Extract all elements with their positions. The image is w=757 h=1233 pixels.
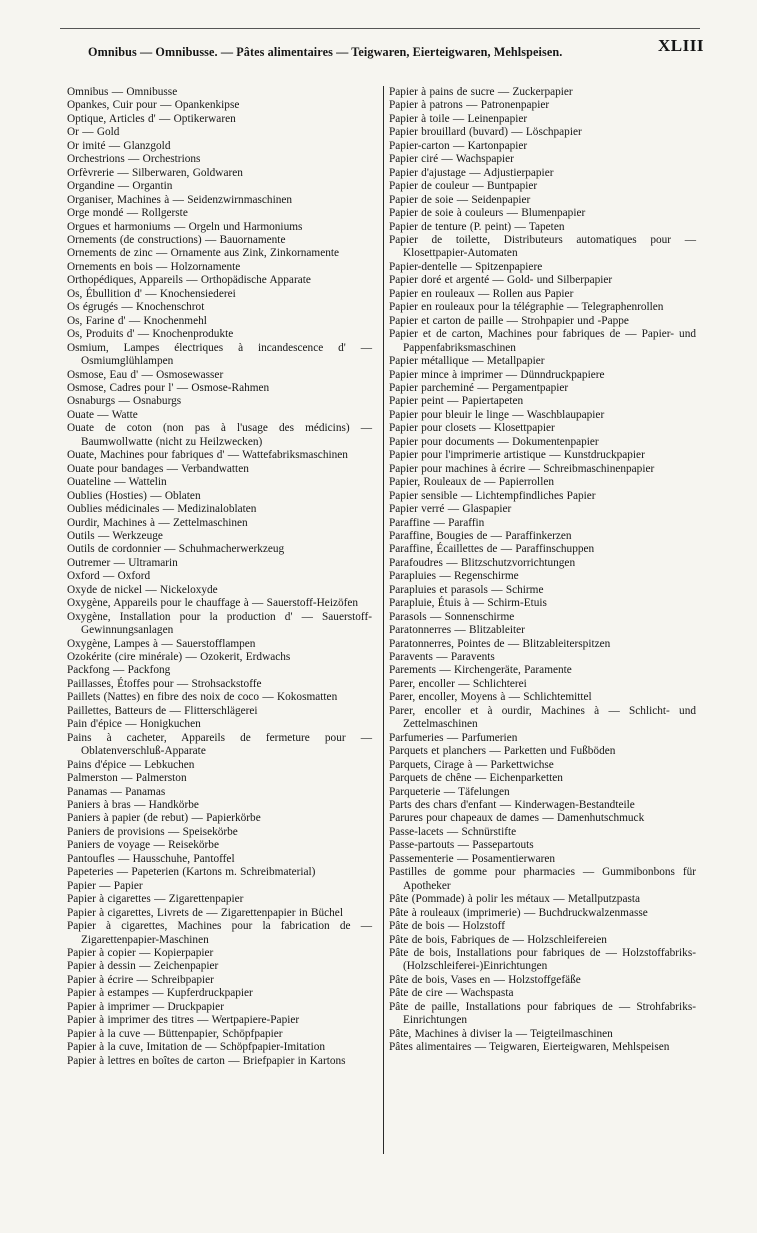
index-entry: Papier pour bleuir le linge — Waschblaupapier: [389, 408, 605, 421]
index-entry: Papier en rouleaux pour la télégraphie — Telegraphenrollen: [389, 301, 664, 314]
index-entry: Papier à lettres en boîtes de carton — Briefpapier in Kartons: [67, 1054, 346, 1067]
index-entry: Ouate, Machines pour fabriques d' — Wattefabriksmaschinen: [67, 449, 348, 462]
index-entry: Packfong — Packfong: [67, 664, 171, 677]
index-entry: Os égrugés — Knochenschrot: [67, 301, 205, 314]
index-entry: Outremer — Ultramarin: [67, 556, 178, 569]
index-entry: Papier à estampes — Kupferdruckpapier: [67, 987, 253, 1000]
index-entry: Papier à cigarettes, Machines pour la fabrication de — Zigarettenpapier-Maschinen: [67, 920, 372, 946]
index-entry: Paillasses, Étoffes pour — Strohsackstoffe: [67, 677, 262, 690]
index-entry: Or imité — Glanzgold: [67, 139, 171, 152]
index-entry: Pâte de paille, Installations pour fabriques de — Strohfabriks-Einrichtungen: [389, 1000, 696, 1027]
index-entry: Parapluies et parasols — Schirme: [389, 583, 544, 596]
index-entry: Oublies médicinales — Medizinaloblaten: [67, 503, 257, 516]
index-entry: Panamas — Panamas: [67, 785, 166, 798]
left-column: [67, 86, 372, 1068]
index-entry: Papier métallique — Metallpapier: [389, 355, 545, 368]
index-entry: Paratonnerres — Blitzableiter: [389, 624, 525, 637]
index-entry: Pastilles de gomme pour pharmacies — Gummibonbons für Apotheker: [389, 866, 696, 892]
index-entry: Os, Ébullition d' — Knochensiederei: [67, 287, 236, 300]
index-entry: Oxygène, Installation pour la production d' — Sauerstoff-Gewinnungsanlagen: [67, 610, 372, 637]
index-entry: Pâte de bois, Vases en — Holzstoffgefäße: [389, 973, 581, 986]
index-entry: Pâte de bois — Holzstoff: [389, 920, 506, 933]
index-entry: Paraffine, Écaillettes de — Paraffinschuppen: [389, 543, 595, 556]
index-entry: Outils — Werkzeuge: [67, 529, 163, 542]
index-entry: Osmose, Eau d' — Osmosewasser: [67, 368, 224, 381]
index-entry: Organdine — Organtin: [67, 180, 173, 193]
index-entry: Osnaburgs — Osnaburgs: [67, 395, 182, 408]
index-entry: Papier de couleur — Buntpapier: [389, 180, 538, 193]
index-entry: Paniers à papier (de rebut) — Papierkörbe: [67, 812, 261, 825]
index-entry: Papier-carton — Kartonpapier: [389, 139, 528, 152]
index-entry: Papeteries — Papeterien (Kartons m. Schreibmaterial): [67, 866, 316, 879]
index-entry: Omnibus — Omnibusse: [67, 86, 178, 98]
index-entry: Opankes, Cuir pour — Opankenkipse: [67, 99, 240, 112]
index-entry: Pâtes alimentaires — Teigwaren, Eierteigwaren, Mehlspeisen: [389, 1041, 670, 1054]
index-entry: Pâte, Machines à diviser la — Teigteilmaschinen: [389, 1027, 613, 1040]
index-entry: Passe-partouts — Passepartouts: [389, 839, 534, 852]
index-entry: Paraffine, Bougies de — Paraffinkerzen: [389, 529, 572, 542]
index-entry: Papier à patrons — Patronenpapier: [389, 99, 550, 112]
index-entry: Ourdir, Machines à — Zettelmaschinen: [67, 516, 248, 529]
index-entry: Parfumeries — Parfumerien: [389, 731, 518, 744]
index-entry: Papier en rouleaux — Rollen aus Papier: [389, 287, 574, 300]
index-entry: Papier mince à imprimer — Dünndruckpapiere: [389, 368, 605, 381]
index-entry: Ornements en bois — Holzornamente: [67, 260, 241, 273]
index-entry: Organiser, Machines à — Seidenzwirnmaschinen: [67, 193, 293, 206]
index-entry: Osmium, Lampes électriques à incandescence d' — Osmiumglühlampen: [67, 341, 372, 368]
index-entry: Orthopédiques, Appareils — Orthopädische Apparate: [67, 274, 311, 287]
index-entry: Paillets (Nattes) en fibre des noix de coco — Kokosmatten: [67, 691, 338, 704]
index-entry: Papier pour closets — Klosettpapier: [389, 422, 555, 435]
header-rule: [60, 28, 700, 29]
index-entry: Pains d'épice — Lebkuchen: [67, 758, 195, 771]
index-entry: Parts des chars d'enfant — Kinderwagen-Bestandteile: [389, 799, 635, 812]
index-entry: Papier sensible — Lichtempfindliches Papier: [389, 489, 596, 502]
index-entry: Parasols — Sonnenschirme: [389, 610, 515, 623]
index-entry: Ouate — Watte: [67, 408, 138, 421]
index-entry: Papier peint — Papiertapeten: [389, 395, 524, 408]
index-entry: Oxygène, Appareils pour le chauffage à — Sauerstoff-Heizöfen: [67, 597, 359, 610]
index-entry: Outils de cordonnier — Schuhmacherwerkzeug: [67, 543, 285, 556]
index-entry: Pâte de bois, Installations pour fabriques de — Holzstoffabriks-(Holzschleiferei-)Einrichtungen: [389, 947, 696, 973]
index-entry: Papier brouillard (buvard) — Löschpapier: [389, 126, 582, 139]
index-entry: Pâte de bois, Fabriques de — Holzschleifereien: [389, 933, 607, 946]
index-entry: Ouate pour bandages — Verbandwatten: [67, 462, 249, 475]
page-number: XLIII: [658, 36, 704, 55]
index-entry: Paratonnerres, Pointes de — Blitzableiterspitzen: [389, 637, 611, 650]
index-entry: Papier de soie à couleurs — Blumenpapier: [389, 207, 586, 220]
index-entry: Parqueterie — Täfelungen: [389, 785, 510, 798]
index-entry: Parapluie, Étuis à — Schirm-Etuis: [389, 597, 547, 610]
index-entry: Palmerston — Palmerston: [67, 772, 187, 785]
index-entry: Paillettes, Batteurs de — Flitterschlägerei: [67, 704, 258, 717]
index-entry: Pâte à rouleaux (imprimerie) — Buchdruckwalzenmasse: [389, 906, 648, 919]
index-entry: Parer, encoller, Moyens à — Schlichtemittel: [389, 691, 592, 704]
index-entry: Papier à toile — Leinenpapier: [389, 112, 528, 125]
index-entry: Parquets de chêne — Eichenparketten: [389, 772, 563, 785]
index-entry: Papier à dessin — Zeichenpapier: [67, 960, 219, 973]
index-entry: Ornements de zinc — Ornamente aus Zink, Zinkornamente: [67, 247, 340, 260]
index-entry: Papier doré et argenté — Gold- und Silberpapier: [389, 274, 613, 287]
index-entry: Papier à copier — Kopierpapier: [67, 947, 214, 959]
index-entry: Papier à la cuve — Büttenpapier, Schöpfpapier: [67, 1027, 283, 1040]
index-entry: Paniers de voyage — Reisekörbe: [67, 839, 219, 852]
index-entry: Papier ciré — Wachspapier: [389, 153, 514, 166]
index-entry: Osmose, Cadres pour l' — Osmose-Rahmen: [67, 381, 270, 394]
index-entry: Parements — Kirchengeräte, Paramente: [389, 664, 572, 677]
index-entry: Paraffine — Paraffin: [389, 516, 485, 529]
index-entry: Parafoudres — Blitzschutzvorrichtungen: [389, 556, 576, 569]
index-entry: Parures pour chapeaux de dames — Damenhutschmuck: [389, 812, 645, 825]
index-entry: Papier de soie — Seidenpapier: [389, 193, 531, 206]
index-entry: Ornements (de constructions) — Bauornamente: [67, 233, 286, 246]
index-entry: Ouateline — Wattelin: [67, 476, 167, 489]
index-entry: Papier à imprimer — Druckpapier: [67, 1000, 224, 1013]
index-entry: Pâte (Pommade) à polir les métaux — Metallputzpasta: [389, 893, 641, 906]
index-entry: Orfèvrerie — Silberwaren, Goldwaren: [67, 166, 243, 179]
index-entry: Or — Gold: [67, 126, 120, 139]
index-entry: Pantoufles — Hausschuhe, Pantoffel: [67, 852, 235, 865]
index-entry: Pain d'épice — Honigkuchen: [67, 718, 201, 731]
index-entry: Papier et carton de paille — Strohpapier und -Pappe: [389, 314, 629, 327]
index-entry: Papier pour machines à écrire — Schreibmaschinenpapier: [389, 462, 655, 475]
index-entry: Oublies (Hosties) — Oblaten: [67, 489, 201, 502]
index-entry: Parer, encoller — Schlichterei: [389, 677, 527, 690]
index-entry: Os, Produits d' — Knochenprodukte: [67, 328, 234, 341]
index-entry: Papier, Rouleaux de — Papierrollen: [389, 476, 554, 489]
index-entry: Passe-lacets — Schnürstifte: [389, 825, 517, 838]
index-entry: Papier à cigarettes — Zigarettenpapier: [67, 893, 244, 906]
index-entry: Paniers de provisions — Speisekörbe: [67, 825, 238, 838]
header-title: Omnibus — Omnibusse. — Pâtes alimentaires — Teigwaren, Eierteigwaren, Mehlspeisen.: [88, 45, 563, 59]
index-entry: Ouate de coton (non pas à l'usage des médicins) — Baumwollwatte (nicht zu Heilzwecken): [67, 422, 372, 448]
index-entry: Parquets et planchers — Parketten und Fußböden: [389, 745, 616, 758]
index-entry: Papier-dentelle — Spitzenpapiere: [389, 260, 543, 273]
index-entry: Pâte de cire — Wachspasta: [389, 987, 514, 1000]
index-entry: Papier d'ajustage — Adjustierpapier: [389, 166, 554, 179]
index-entry: Papier pour documents — Dokumentenpapier: [389, 435, 599, 448]
index-entry: Optique, Articles d' — Optikerwaren: [67, 112, 236, 125]
column-divider: [383, 86, 384, 1154]
index-entry: Oxford — Oxford: [67, 570, 151, 583]
index-entry: Papier de toilette, Distributeurs automatiques pour — Klosettpapier-Automaten: [389, 233, 696, 260]
right-column: [389, 86, 696, 1055]
index-entry: Paniers à bras — Handkörbe: [67, 799, 199, 812]
index-entry: Paravents — Paravents: [389, 651, 495, 664]
index-entry: Orgues et harmoniums — Orgeln und Harmoniums: [67, 220, 303, 233]
index-entry: Papier à cigarettes, Livrets de — Zigarettenpapier in Büchel: [67, 906, 343, 919]
index-entry: Ozokérite (cire minérale) — Ozokerit, Erdwachs: [67, 651, 291, 664]
index-entry: Parquets, Cirage à — Parkettwichse: [389, 758, 554, 771]
index-entry: Parer, encoller et à ourdir, Machines à — Schlicht- und Zettelmaschinen: [389, 704, 696, 731]
index-entry: Papier à écrire — Schreibpapier: [67, 973, 214, 986]
index-entry: Papier à imprimer des titres — Wertpapiere-Papier: [67, 1014, 300, 1027]
index-entry: Oxygène, Lampes à — Sauerstofflampen: [67, 637, 256, 650]
index-entry: Oxyde de nickel — Nickeloxyde: [67, 583, 218, 596]
index-entry: Papier — Papier: [67, 879, 143, 892]
index-entry: Orge mondé — Rollgerste: [67, 207, 188, 220]
index-entry: Papier parcheminé — Pergamentpapier: [389, 381, 569, 394]
index-entry: Pains à cacheter, Appareils de fermeture pour — Oblatenverschluß-Apparate: [67, 731, 372, 758]
index-entry: Orchestrions — Orchestrions: [67, 153, 201, 166]
index-entry: Papier et de carton, Machines pour fabriques de — Papier- und Pappenfabriksmaschinen: [389, 328, 696, 354]
index-entry: Papier de tenture (P. peint) — Tapeten: [389, 220, 565, 233]
index-entry: Os, Farine d' — Knochenmehl: [67, 314, 207, 327]
index-entry: Papier à la cuve, Imitation de — Schöpfpapier-Imitation: [67, 1041, 325, 1054]
index-entry: Papier verré — Glaspapier: [389, 503, 512, 516]
index-entry: Passementerie — Posamentierwaren: [389, 852, 556, 865]
index-entry: Parapluies — Regenschirme: [389, 570, 519, 583]
index-entry: Papier à pains de sucre — Zuckerpapier: [389, 86, 573, 98]
index-entry: Papier pour l'imprimerie artistique — Kunstdruckpapier: [389, 449, 645, 462]
